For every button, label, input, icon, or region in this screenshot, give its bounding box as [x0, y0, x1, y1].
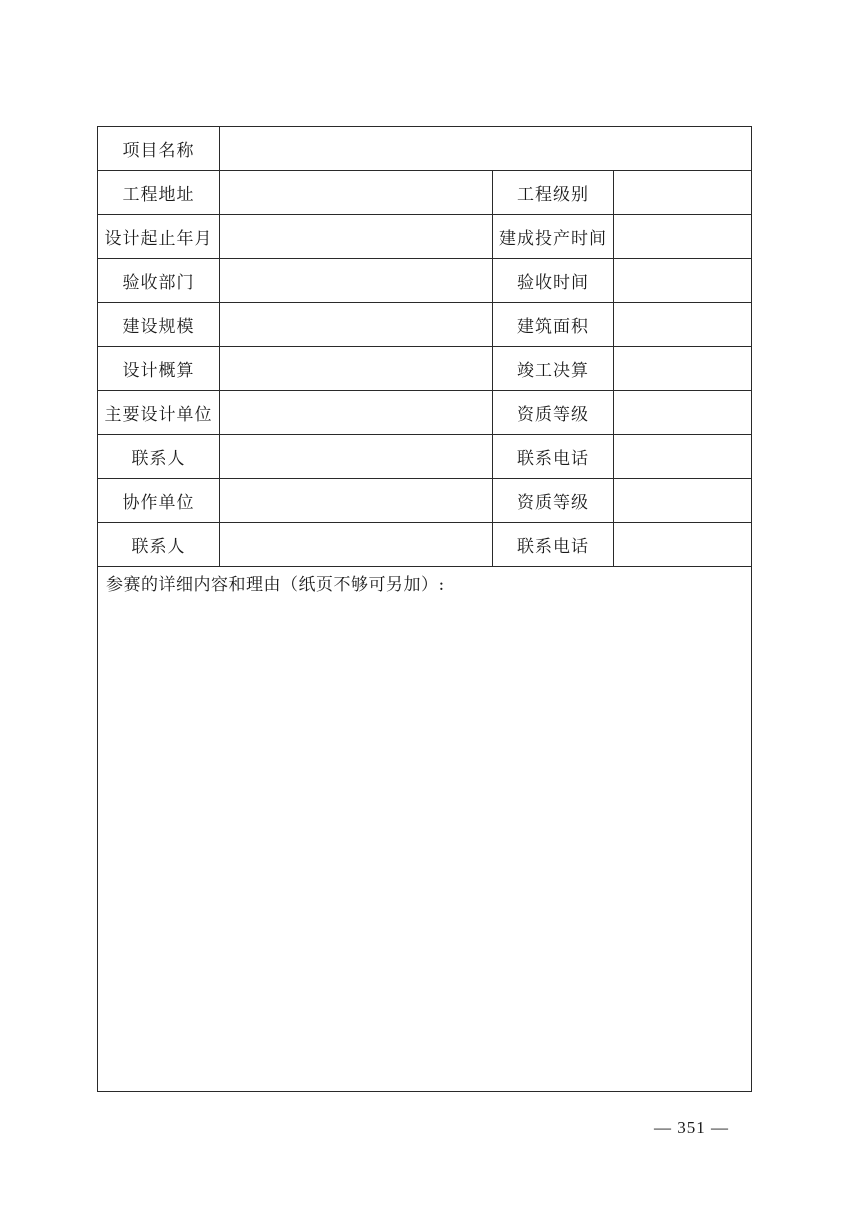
- project-name-field[interactable]: [220, 127, 752, 171]
- field-value[interactable]: [220, 171, 493, 215]
- field-value[interactable]: [220, 303, 493, 347]
- field-value[interactable]: [614, 435, 752, 479]
- field-label: 设计起止年月: [98, 215, 220, 259]
- form-row: [98, 523, 752, 567]
- field-label: 联系电话: [493, 523, 614, 567]
- field-label: 竣工决算: [493, 347, 614, 391]
- field-value[interactable]: [614, 391, 752, 435]
- field-label: 资质等级: [493, 479, 614, 523]
- form-row: [98, 171, 752, 215]
- field-value[interactable]: [220, 215, 493, 259]
- field-label: 建设规模: [98, 303, 220, 347]
- field-label: 联系人: [98, 523, 220, 567]
- page-number: — 351 —: [654, 1118, 729, 1137]
- field-label: 验收部门: [98, 259, 220, 303]
- field-value[interactable]: [614, 523, 752, 567]
- field-value[interactable]: [220, 523, 493, 567]
- field-label: 主要设计单位: [98, 391, 220, 435]
- field-value[interactable]: [220, 435, 493, 479]
- field-value[interactable]: [614, 347, 752, 391]
- field-label: 联系人: [98, 435, 220, 479]
- field-label: 验收时间: [493, 259, 614, 303]
- application-form-table: [97, 126, 752, 1092]
- form-row: [98, 391, 752, 435]
- field-label: 资质等级: [493, 391, 614, 435]
- field-value[interactable]: [614, 259, 752, 303]
- form-row-details: [98, 567, 752, 1092]
- field-value[interactable]: [220, 391, 493, 435]
- field-label: 工程地址: [98, 171, 220, 215]
- field-value[interactable]: [220, 347, 493, 391]
- form-row: [98, 215, 752, 259]
- field-label: 建筑面积: [493, 303, 614, 347]
- field-value[interactable]: [614, 303, 752, 347]
- details-field[interactable]: [98, 567, 752, 1092]
- field-value[interactable]: [614, 479, 752, 523]
- field-value[interactable]: [220, 259, 493, 303]
- form-row-project-name: [98, 127, 752, 171]
- field-value[interactable]: [614, 171, 752, 215]
- field-value[interactable]: [220, 479, 493, 523]
- form-body: [98, 127, 752, 1092]
- form-row: [98, 435, 752, 479]
- details-label: 参赛的详细内容和理由（纸页不够可另加）:: [106, 575, 445, 595]
- field-label: 建成投产时间: [493, 215, 614, 259]
- field-label: 联系电话: [493, 435, 614, 479]
- form-row: [98, 303, 752, 347]
- field-label: 工程级别: [493, 171, 614, 215]
- form-row: [98, 259, 752, 303]
- form-row: [98, 347, 752, 391]
- field-label: 设计概算: [98, 347, 220, 391]
- project-name-label: 项目名称: [98, 127, 220, 171]
- form-row: [98, 479, 752, 523]
- field-value[interactable]: [614, 215, 752, 259]
- field-label: 协作单位: [98, 479, 220, 523]
